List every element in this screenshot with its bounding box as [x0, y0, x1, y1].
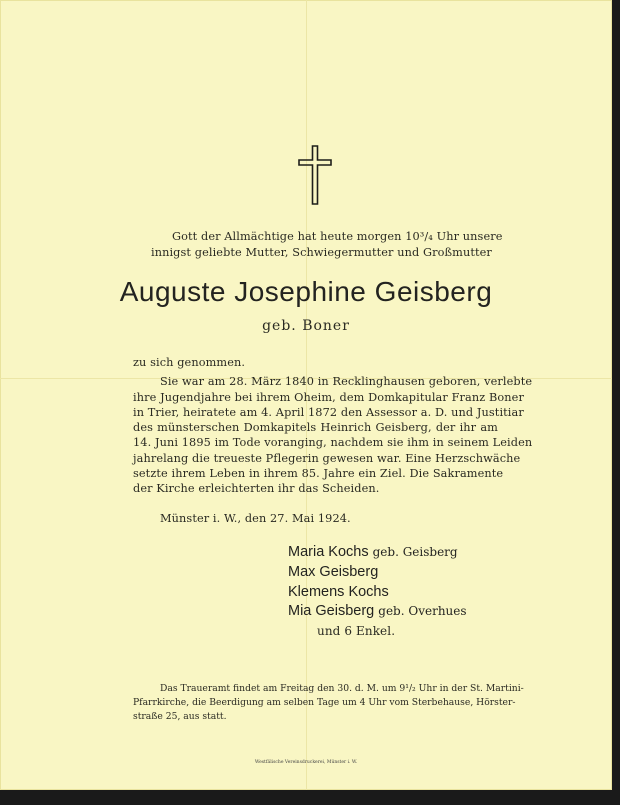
- mourner-4-name: Mia Geisberg: [288, 603, 375, 619]
- notice-line-1: Das Traueramt findet am Freitag den 30. d. M. um 9¹/₂ Uhr in der St. Martini-: [160, 683, 524, 694]
- notice-line-3: straße 25, aus statt.: [133, 711, 227, 722]
- body-line-1: Sie war am 28. März 1840 in Recklinghausen geboren, verlebte: [160, 375, 533, 388]
- intro-line-2: innigst geliebte Mutter, Schwiegermutter und Großmutter: [151, 246, 492, 259]
- grandchildren: und 6 Enkel.: [317, 624, 396, 638]
- body-line-7: setzte ihrem Leben in ihrem 85. Jahre ein Ziel. Die Sakramente: [133, 467, 504, 480]
- mourner-4: [288, 603, 467, 619]
- place-date: Münster i. W., den 27. Mai 1924.: [160, 512, 351, 525]
- mourner-2: Max Geisberg: [288, 564, 379, 580]
- cross-icon: [296, 144, 334, 206]
- mourner-1-name: Maria Kochs: [288, 544, 369, 560]
- maiden-name: geb. Boner: [262, 318, 350, 334]
- mourner-1: [288, 544, 458, 560]
- mourner-3: Klemens Kochs: [288, 584, 389, 600]
- mourner-4-note: geb. Overhues: [378, 604, 467, 618]
- body-line-3: in Trier, heiratete am 4. April 1872 den Assessor a. D. und Justitiar: [133, 406, 524, 419]
- notice-line-2: Pfarrkirche, die Beerdigung am selben Tage um 4 Uhr vom Sterbehause, Hörster-: [133, 697, 516, 708]
- printer-imprint: Westfälische Vereinsdruckerei, Münster i. W.: [254, 760, 358, 765]
- body-line-4: des münsterschen Domkapitels Heinrich Geisberg, der ihr am: [133, 421, 498, 434]
- taken-line: zu sich genommen.: [133, 356, 246, 369]
- mourner-1-note: geb. Geisberg: [372, 545, 458, 559]
- body-line-2: ihre Jugendjahre bei ihrem Oheim, dem Domkapitular Franz Boner: [133, 391, 524, 404]
- body-line-5: 14. Juni 1895 im Tode voranging, nachdem sie ihm in seinem Leiden: [133, 436, 533, 449]
- body-line-8: der Kirche erleichterten ihr das Scheiden.: [133, 482, 380, 495]
- deceased-name: Auguste Josephine Geisberg: [119, 276, 493, 307]
- intro-line-1: Gott der Allmächtige hat heute morgen 10³/₄ Uhr unsere: [172, 230, 503, 243]
- body-line-6: jahrelang die treueste Pflegerin gewesen war. Eine Herzschwäche: [133, 452, 521, 465]
